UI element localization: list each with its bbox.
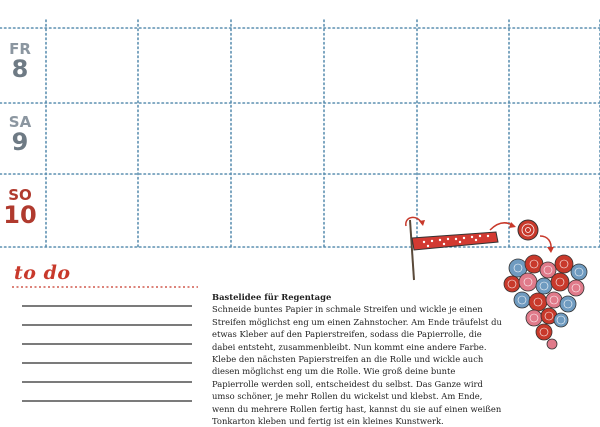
heart-of-rolls-icon <box>504 255 587 349</box>
craft-idea-title: Bastelidee für Regentage <box>212 292 332 302</box>
weekday-abbrev: SO <box>8 186 32 204</box>
toothpick-icon <box>410 220 414 280</box>
todo-line[interactable] <box>22 305 192 307</box>
weekday-abbrev: SA <box>8 113 32 131</box>
day-number: 9 <box>11 128 29 156</box>
paper-roll-heart-illustration <box>396 208 596 358</box>
day-number: 10 <box>3 201 37 229</box>
day-label-so <box>0 188 40 227</box>
todo-line[interactable] <box>22 324 192 326</box>
weekday-abbrev: FR <box>9 40 31 58</box>
todo-line[interactable] <box>22 362 192 364</box>
craft-idea-text: Schneide buntes Papier in schmale Streifen und wickle je einen Streifen möglichst eng um einen Zahnstocher. Am Ende träufelst du etwas Kleber auf den Papierstreifen, sodass die Papierrolle, die dabei entsteht, zusammenbleibt. Nun kommt eine andere Farbe. Klebe den nächsten Papierstreifen an die Rolle und wickle auch diesen möglichst eng um die Rolle. Wie groß deine bunte Papierrolle werden soll, entscheidest du selbst. Das Ganze wird umso schöner, je mehr Rollen du wickelst und klebst. Am Ende, wenn du mehrere Rollen fertig hast, kannst du sie auf einen weißen Tonkarton kleben und fertig ist ein kleines Kunstwerk. <box>212 304 502 427</box>
todo-underline <box>10 283 200 291</box>
todo-line[interactable] <box>22 400 192 402</box>
paper-strip-icon <box>412 232 498 250</box>
paper-roll-icon <box>518 220 538 240</box>
todo-line[interactable] <box>22 381 192 383</box>
day-label-fr <box>0 42 40 81</box>
todo-line[interactable] <box>22 343 192 345</box>
day-label-sa <box>0 115 40 154</box>
todo-title: to do <box>14 262 71 284</box>
day-number: 8 <box>11 55 29 83</box>
